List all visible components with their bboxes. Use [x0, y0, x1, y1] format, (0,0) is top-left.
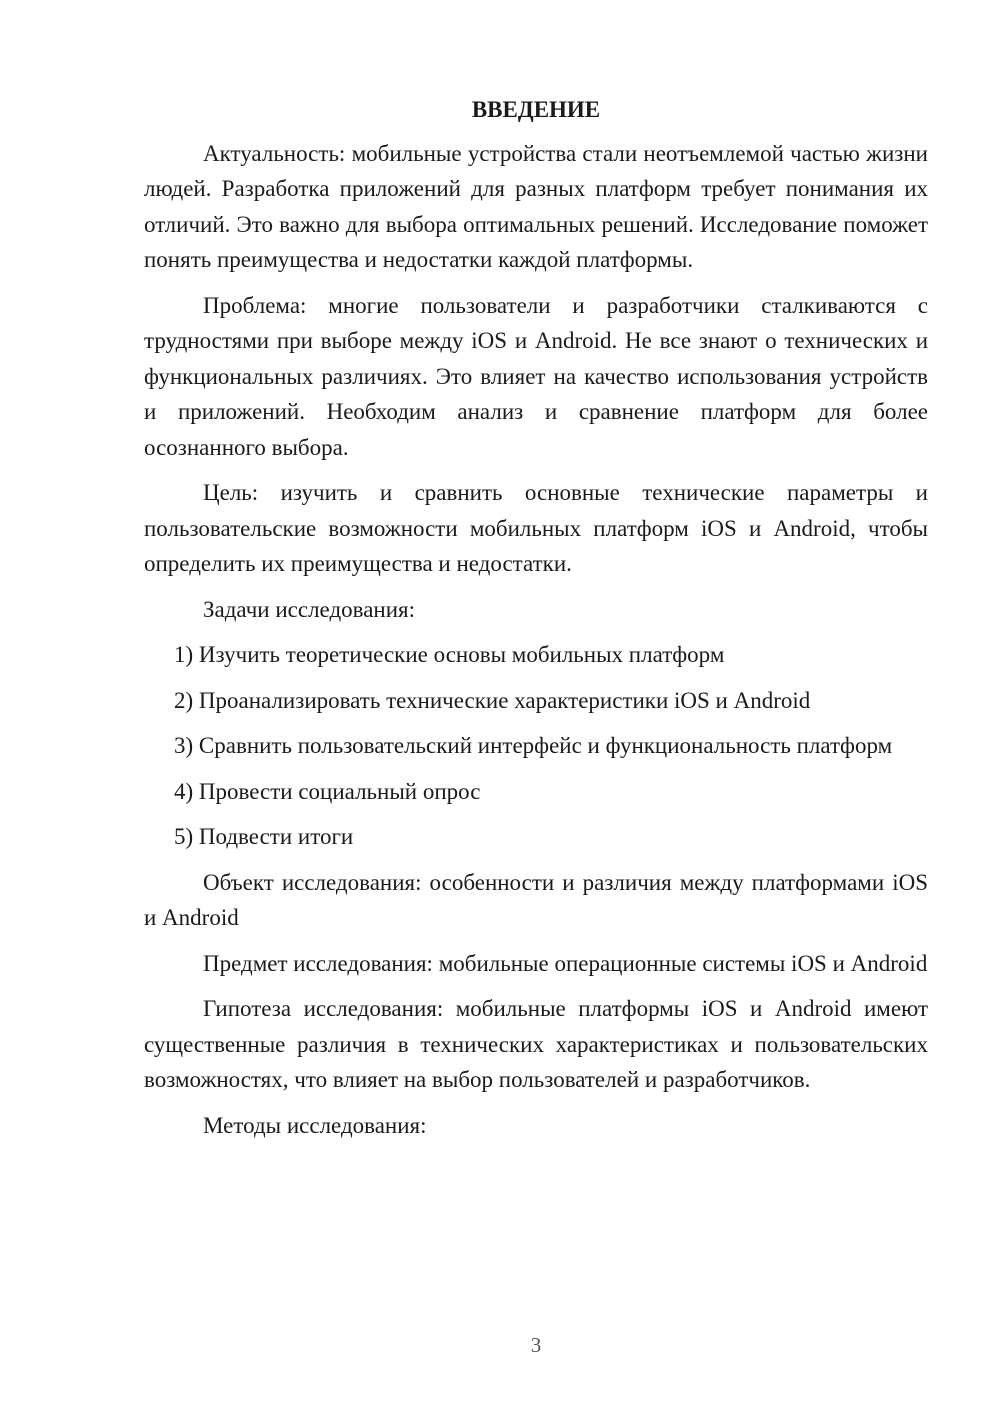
- tasks-list: [144, 637, 928, 855]
- paragraph-relevance: Актуальность: мобильные устройства стали неотъемлемой частью жизни людей. Разработка приложений для разных платформ требует понимания их отличий. Это важно для выбора оптимальных решений. Исследование поможет понять преимущества и недостатки каждой платформы.: [144, 140, 928, 272]
- page-title: ВВЕДЕНИЕ: [471, 97, 601, 122]
- paragraph-goal: Цель: изучить и сравнить основные технические параметры и пользовательские возможности мобильных платформ iOS и Android, чтобы определить их преимущества и недостатки.: [144, 480, 928, 576]
- list-item: 3) Сравнить пользовательский интерфейс и функциональность платформ: [174, 733, 893, 758]
- paragraph-problem: Проблема: многие пользователи и разработчики сталкиваются с трудностями при выборе между iOS и Android. Не все знают о технических и функциональных различиях. Это влияет на качество использования устройств и приложений. Необходим анализ и сравнение платформ для более осознанного выбора.: [144, 292, 928, 460]
- paragraph-object: Объект исследования: особенности и различия между платформами iOS и Android: [144, 869, 928, 930]
- list-item: 1) Изучить теоретические основы мобильных платформ: [174, 642, 725, 667]
- methods-heading: Методы исследования:: [203, 1112, 427, 1138]
- page-number: 3: [530, 1333, 542, 1357]
- list-item: 2) Проанализировать технические характеристики iOS и Android: [174, 687, 811, 713]
- paragraph-subject: Предмет исследования: мобильные операционные системы iOS и Android: [203, 950, 928, 976]
- paragraph-hypothesis: Гипотеза исследования: мобильные платформы iOS и Android имеют существенные различия в технических характеристиках и пользовательских возможностях, что влияет на выбор пользователей и разработчиков.: [144, 996, 928, 1092]
- list-item: 4) Провести социальный опрос: [174, 778, 481, 804]
- list-item: 5) Подвести итоги: [174, 824, 354, 849]
- document-page: [144, 92, 928, 1153]
- tasks-heading: Задачи исследования:: [203, 596, 416, 622]
